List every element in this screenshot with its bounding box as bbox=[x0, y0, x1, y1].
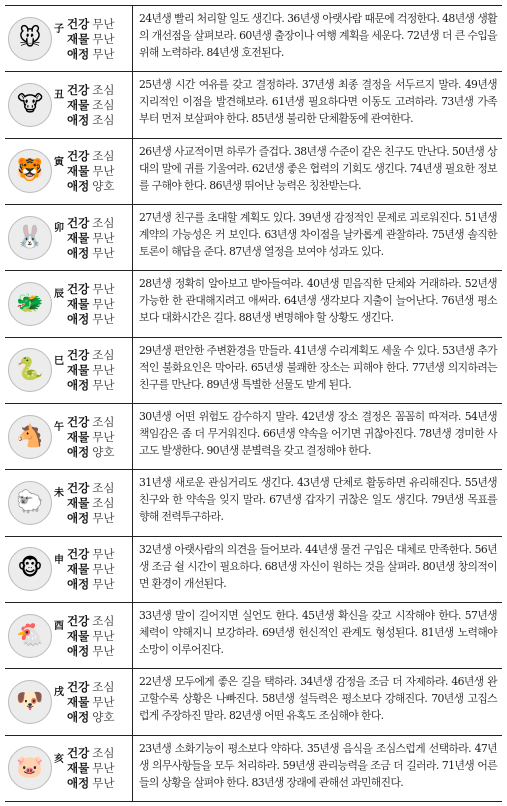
wealth-value: 무난 bbox=[92, 562, 115, 577]
tiger-icon: 🐯 bbox=[8, 149, 52, 193]
ox-icon: 🐮 bbox=[8, 83, 52, 127]
fortune-labels bbox=[67, 83, 114, 127]
health-label: 건강 bbox=[67, 348, 90, 363]
wealth-value: 조심 bbox=[92, 97, 115, 112]
wealth-value: 무난 bbox=[92, 761, 115, 776]
fortune-text: 24년생 빨리 처리할 일도 생긴다. 36년생 아랫사람 때문에 걱정한다. 48년생 생활의 개선점을 살펴보라. 60년생 출장이나 여행 계획을 세운다. 72년생 더 큰 수입을 위해 노력하라. 84년생 호전된다. bbox=[139, 12, 497, 59]
love-label: 애정 bbox=[67, 245, 90, 260]
fortune-text: 23년생 소화기능이 평소보다 약하다. 35년생 음식을 조심스럽게 선택하라. 47년생 의무사항들을 모두 처리하라. 59년생 관리능력을 조금 더 길러라. 71년생 어른들의 상황을 살펴야 한다. 83년생 장래에 관해선 과민해진다. bbox=[139, 741, 497, 789]
health-label: 건강 bbox=[67, 547, 90, 562]
monkey-icon: 🐵 bbox=[8, 547, 52, 591]
wealth-value: 무난 bbox=[92, 694, 115, 709]
love-label: 애정 bbox=[67, 577, 90, 592]
fortune-text: 29년생 편안한 주변환경을 만들라. 41년생 수리계획도 세울 수 있다. 53년생 추가적인 불화요인은 막아라. 65년생 불쾌한 장소는 피해야 한다. 77년생 의지하려는 친구를 만난다. 89년생 특별한 선물도 받게 된다. bbox=[139, 343, 497, 391]
wealth-label: 재물 bbox=[67, 694, 90, 709]
love-label: 애정 bbox=[67, 709, 90, 724]
health-value: 조심 bbox=[92, 348, 115, 363]
pig-icon: 🐷 bbox=[8, 746, 52, 790]
fortune-text: 22년생 모두에게 좋은 길을 택하라. 34년생 감정을 조금 더 자제하라. 46년생 완고할수록 상황은 나빠진다. 58년생 설득력은 평소보다 강해진다. 70년생 고집스럽게 주장하진 말라. 82년생 어떤 유혹도 조심해야 한다. bbox=[139, 675, 497, 723]
fortune-row bbox=[5, 537, 502, 603]
health-value: 조심 bbox=[92, 414, 115, 429]
health-value: 무난 bbox=[92, 547, 115, 562]
wealth-label: 재물 bbox=[67, 363, 90, 378]
love-value: 무난 bbox=[92, 776, 115, 791]
row-header bbox=[5, 271, 133, 336]
health-label: 건강 bbox=[67, 281, 90, 296]
fortune-labels bbox=[67, 149, 114, 193]
health-label: 건강 bbox=[67, 679, 90, 694]
health-label: 건강 bbox=[67, 414, 90, 429]
zodiac-hanja: 巳 bbox=[54, 355, 64, 367]
fortune-labels bbox=[67, 17, 114, 61]
wealth-value: 조심 bbox=[92, 495, 115, 510]
fortune-row bbox=[5, 139, 502, 205]
love-value: 양호 bbox=[92, 444, 115, 459]
wealth-label: 재물 bbox=[67, 97, 90, 112]
wealth-label: 재물 bbox=[67, 164, 90, 179]
love-label: 애정 bbox=[67, 444, 90, 459]
rat-icon: 🐭 bbox=[8, 17, 52, 61]
love-label: 애정 bbox=[67, 46, 90, 61]
row-header bbox=[5, 205, 133, 270]
fortune-row bbox=[5, 72, 502, 138]
row-header bbox=[5, 669, 133, 734]
love-label: 애정 bbox=[67, 311, 90, 326]
zodiac-hanja: 酉 bbox=[54, 621, 64, 633]
zodiac-hanja: 戌 bbox=[54, 687, 64, 699]
wealth-label: 재물 bbox=[67, 495, 90, 510]
fortune-row bbox=[5, 470, 502, 536]
wealth-label: 재물 bbox=[67, 429, 90, 444]
zodiac-fortune-table bbox=[5, 5, 502, 802]
row-header bbox=[5, 6, 133, 71]
fortune-row bbox=[5, 669, 502, 735]
zodiac-hanja: 丑 bbox=[54, 90, 64, 102]
health-label: 건강 bbox=[67, 215, 90, 230]
fortune-labels bbox=[67, 746, 114, 790]
health-value: 조심 bbox=[92, 82, 115, 97]
fortune-labels bbox=[67, 547, 114, 591]
zodiac-hanja: 申 bbox=[54, 554, 64, 566]
wealth-value: 무난 bbox=[92, 164, 115, 179]
dog-icon: 🐶 bbox=[8, 680, 52, 724]
health-label: 건강 bbox=[67, 82, 90, 97]
fortune-labels bbox=[67, 216, 114, 260]
row-header bbox=[5, 338, 133, 403]
fortune-text: 28년생 정확히 알아보고 받아들여라. 40년생 믿음직한 단체와 거래하라. 52년생 가능한 한 관대해지려고 애써라. 64년생 생각보다 지출이 늘어난다. 76년생 평소보다 대화시간은 길다. 88년생 변명해야 할 상황도 생긴다. bbox=[139, 277, 497, 325]
love-label: 애정 bbox=[67, 776, 90, 791]
row-header bbox=[5, 404, 133, 469]
wealth-value: 무난 bbox=[92, 31, 115, 46]
health-value: 무난 bbox=[92, 281, 115, 296]
fortune-row bbox=[5, 404, 502, 470]
fortune-row bbox=[5, 736, 502, 802]
fortune-text: 33년생 말이 길어지면 실언도 한다. 45년생 확신을 갖고 시작해야 한다. 57년생 체력이 약해지니 보강하라. 69년생 헌신적인 관계도 형성된다. 81년생 노력해야 소망이 이루어진다. bbox=[139, 608, 497, 656]
health-value: 무난 bbox=[92, 16, 115, 31]
wealth-label: 재물 bbox=[67, 230, 90, 245]
zodiac-hanja: 卯 bbox=[54, 223, 64, 235]
zodiac-hanja: 子 bbox=[54, 24, 64, 36]
fortune-row bbox=[5, 603, 502, 669]
fortune-text: 25년생 시간 여유를 갖고 결정하라. 37년생 최종 결정을 서두르지 말라. 49년생 지리적인 이점을 발견해보라. 61년생 필요하다면 이동도 고려하라. 73년생 가족부터 먼저 보살펴야 한다. 85년생 불리한 단체활동에 관여한다. bbox=[139, 78, 497, 126]
love-value: 무난 bbox=[92, 643, 115, 658]
fortune-labels bbox=[67, 481, 114, 525]
zodiac-hanja: 寅 bbox=[54, 156, 64, 168]
dragon-icon: 🐲 bbox=[8, 282, 52, 326]
fortune-row bbox=[5, 6, 502, 72]
wealth-value: 무난 bbox=[92, 429, 115, 444]
fortune-labels bbox=[67, 282, 114, 326]
fortune-row bbox=[5, 338, 502, 404]
fortune-text: 26년생 사교적이면 하루가 즐겁다. 38년생 수준이 같은 친구도 만난다. 50년생 상대의 말에 귀를 기울여라. 62년생 좋은 협력의 기회도 생긴다. 74년생 필요한 정보를 구해야 한다. 86년생 뛰어난 능력은 칭찬받는다. bbox=[139, 144, 497, 192]
love-label: 애정 bbox=[67, 112, 90, 127]
love-value: 양호 bbox=[92, 709, 115, 724]
fortune-labels bbox=[67, 614, 114, 658]
love-value: 양호 bbox=[92, 179, 115, 194]
wealth-label: 재물 bbox=[67, 761, 90, 776]
fortune-text: 31년생 새로운 관심거리도 생긴다. 43년생 단체로 활동하면 유리해진다. 55년생 친구와 한 약속을 잊지 말라. 67년생 갑자기 귀찮은 일도 생긴다. 79년생 목표를 향해 전력투구하라. bbox=[139, 476, 497, 524]
love-label: 애정 bbox=[67, 179, 90, 194]
love-label: 애정 bbox=[67, 378, 90, 393]
health-label: 건강 bbox=[67, 613, 90, 628]
row-header bbox=[5, 72, 133, 137]
fortune-labels bbox=[67, 348, 114, 392]
health-value: 조심 bbox=[92, 480, 115, 495]
love-value: 조심 bbox=[92, 112, 115, 127]
wealth-label: 재물 bbox=[67, 562, 90, 577]
row-header bbox=[5, 139, 133, 204]
health-value: 조심 bbox=[92, 149, 115, 164]
health-label: 건강 bbox=[67, 149, 90, 164]
snake-icon: 🐍 bbox=[8, 348, 52, 392]
wealth-label: 재물 bbox=[67, 31, 90, 46]
health-value: 조심 bbox=[92, 215, 115, 230]
love-value: 무난 bbox=[92, 577, 115, 592]
love-value: 무난 bbox=[92, 510, 115, 525]
row-header bbox=[5, 603, 133, 668]
rabbit-icon: 🐰 bbox=[8, 216, 52, 260]
love-value: 무난 bbox=[92, 245, 115, 260]
sheep-icon: 🐑 bbox=[8, 481, 52, 525]
zodiac-hanja: 午 bbox=[54, 422, 64, 434]
health-label: 건강 bbox=[67, 746, 90, 761]
fortune-labels bbox=[67, 415, 114, 459]
wealth-value: 무난 bbox=[92, 363, 115, 378]
love-label: 애정 bbox=[67, 643, 90, 658]
wealth-value: 무난 bbox=[92, 230, 115, 245]
love-value: 무난 bbox=[92, 311, 115, 326]
health-label: 건강 bbox=[67, 480, 90, 495]
health-value: 조심 bbox=[92, 613, 115, 628]
love-label: 애정 bbox=[67, 510, 90, 525]
health-value: 조심 bbox=[92, 746, 115, 761]
rooster-icon: 🐔 bbox=[8, 614, 52, 658]
horse-icon: 🐴 bbox=[8, 415, 52, 459]
row-header bbox=[5, 537, 133, 602]
love-value: 무난 bbox=[92, 46, 115, 61]
wealth-value: 무난 bbox=[92, 296, 115, 311]
wealth-value: 무난 bbox=[92, 628, 115, 643]
wealth-label: 재물 bbox=[67, 628, 90, 643]
zodiac-hanja: 未 bbox=[54, 488, 64, 500]
wealth-label: 재물 bbox=[67, 296, 90, 311]
love-value: 무난 bbox=[92, 378, 115, 393]
fortune-text: 32년생 아랫사람의 의견을 들어보라. 44년생 물건 구입은 대체로 만족한다. 56년생 조금 쉴 시간이 필요하다. 68년생 자신이 원하는 것을 살펴라. 80년생 창의적이면 환경이 개선된다. bbox=[139, 542, 497, 590]
fortune-row bbox=[5, 271, 502, 337]
zodiac-hanja: 亥 bbox=[54, 753, 64, 765]
fortune-text: 30년생 어떤 위험도 감수하지 말라. 42년생 장소 결정은 꼼꼼히 따져라. 54년생 책임감은 좀 더 무거워진다. 66년생 약속을 어기면 귀찮아진다. 78년생 경미한 사고도 발생한다. 90년생 분별력을 갖고 결정해야 한다. bbox=[139, 409, 497, 457]
fortune-row bbox=[5, 205, 502, 271]
fortune-labels bbox=[67, 680, 114, 724]
row-header bbox=[5, 470, 133, 535]
health-label: 건강 bbox=[67, 16, 90, 31]
fortune-text: 27년생 친구를 초대할 계획도 있다. 39년생 감정적인 문제로 괴로워진다. 51년생 계약의 가능성은 커 보인다. 63년생 차이점을 날카롭게 관찰하라. 75년생 솔직한 토론이 해답을 준다. 87년생 열정을 보여야 성과도 있다. bbox=[139, 210, 497, 258]
health-value: 조심 bbox=[92, 679, 115, 694]
zodiac-hanja: 辰 bbox=[54, 289, 64, 301]
row-header bbox=[5, 736, 133, 801]
